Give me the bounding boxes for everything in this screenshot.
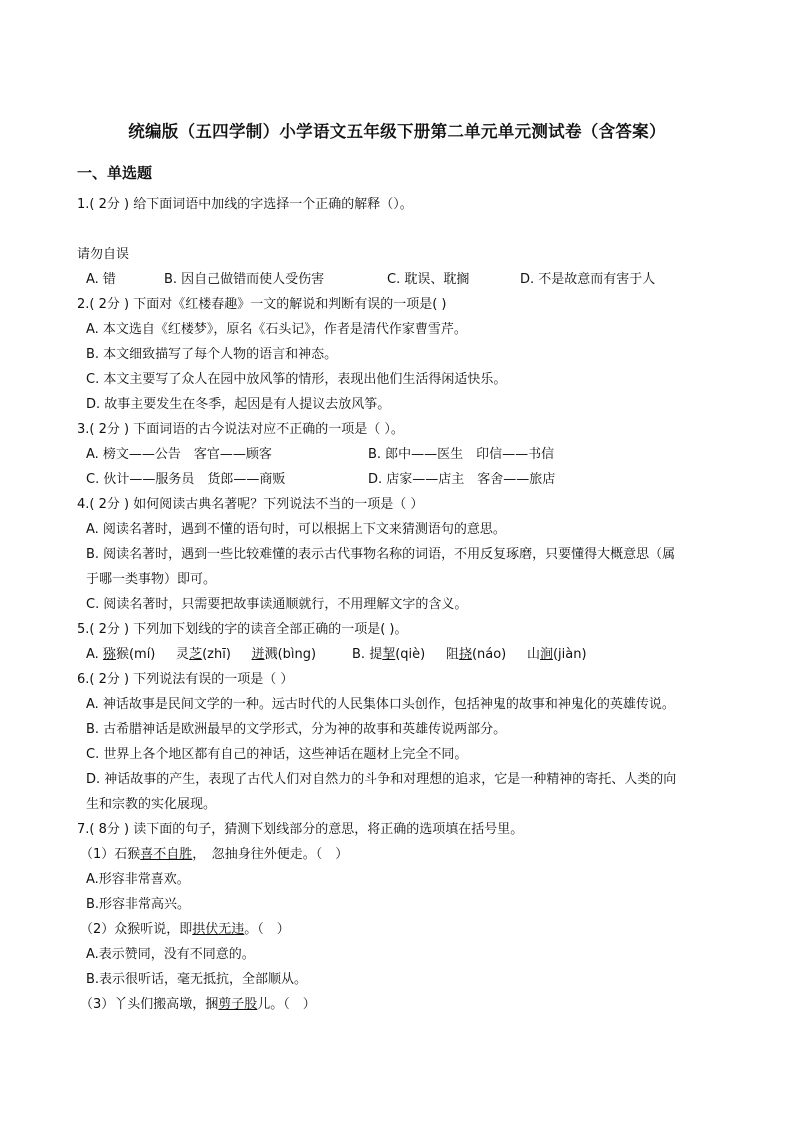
option-word: 迸溅(bìng) <box>251 647 317 662</box>
question-2-option-c: C. 本文主要写了众人在园中放风筝的情形，表现出他们生活得闲适快乐。 <box>86 372 507 387</box>
question-2-option-b: B. 本文细致描写了每个人物的语言和神态。 <box>86 347 338 362</box>
question-4-option-c: C. 阅读名著时，只需要把故事读通顺就行，不用理解文字的含义。 <box>86 597 468 612</box>
option-word: 灵芝(zhī) <box>176 647 231 662</box>
option-label: B. <box>352 647 366 662</box>
question-6-option-b: B. 古希腊神话是欧洲最早的文学形式，分为神的故事和英雄传说两部分。 <box>86 722 507 737</box>
question-3-option-d: D. 店家——店主 客舍——旅店 <box>368 472 556 487</box>
question-7-1-option-b: B.形容非常高兴。 <box>86 897 191 912</box>
question-3-option-a: A. 榜文——公告 客官——顾客 <box>86 447 272 462</box>
question-4-option-a: A. 阅读名著时，遇到不懂的语句时，可以根据上下文来猜测语句的意思。 <box>86 522 506 537</box>
question-2-option-a: A. 本文选自《红楼梦》，原名《石头记》，作者是清代作家曹雪芹。 <box>86 322 467 337</box>
question-6-option-d-cont: 生和宗教的实化展现。 <box>86 797 217 812</box>
question-1-option-b: B. 因自己做错而使人受伤害 <box>164 272 325 287</box>
question-6-option-d: D. 神话故事的产生，表现了古代人们对自然力的斗争和对理想的追求，它是一种精神的寄托、人类的向 <box>86 772 677 787</box>
option-word: 山涧(jiàn) <box>526 647 587 662</box>
option-word: 阻挠(náo) <box>445 647 507 662</box>
question-7-sentence-3: （3）丫头们搬高墩，捆剪子股儿。（ ） <box>80 997 316 1012</box>
question-1-option-d: D. 不是故意而有害于人 <box>520 272 656 287</box>
question-1-stem: 1.( 2分 ) 给下面词语中加线的字选择一个正确的解释（）。 <box>77 197 413 212</box>
question-3-option-b: B. 郎中——医生 印信——书信 <box>368 447 555 462</box>
question-7-1-option-a: A.形容非常喜欢。 <box>86 872 190 887</box>
question-5-option-b <box>352 646 587 664</box>
option-word: 提挈(qiè) <box>369 647 426 662</box>
question-4-option-b: B. 阅读名著时，遇到一些比较难懂的表示古代事物名称的词语，不用反复琢磨，只要懂得大概意思（属 <box>86 547 676 562</box>
question-2-stem: 2.( 2分 ) 下面对《红楼春趣》一文的解说和判断有误的一项是( ) <box>77 297 447 312</box>
question-4-option-b-cont: 于哪一类事物）即可。 <box>86 572 217 587</box>
question-5-option-a <box>86 646 316 664</box>
question-1-option-c: C. 耽误、耽搁 <box>387 272 470 287</box>
question-5-stem: 5.( 2分 ) 下列加下划线的字的读音全部正确的一项是( )。 <box>77 622 408 637</box>
question-3-stem: 3.( 2分 ) 下面词语的古今说法对应不正确的一项是（ ）。 <box>77 422 404 437</box>
question-2-option-d: D. 故事主要发生在冬季，起因是有人提议去放风筝。 <box>86 397 391 412</box>
section-heading: 一、单选题 <box>77 164 153 182</box>
question-6-option-a: A. 神话故事是民间文学的一种。远古时代的人民集体口头创作，包括神鬼的故事和神鬼化的英雄传说。 <box>86 697 675 712</box>
question-1-option-a: A. 错 <box>86 272 116 287</box>
question-7-sentence-2: （2）众猴听说，即拱伏无违。（ ） <box>80 922 290 937</box>
question-7-sentence-1: （1）石猴喜不自胜， 忽抽身往外便走。（ ） <box>80 847 349 862</box>
question-4-stem: 4.( 2分 ) 如何阅读古典名著呢？下列说法不当的一项是（ ） <box>77 497 424 512</box>
question-6-stem: 6.( 2分 ) 下列说法有误的一项是（ ） <box>77 672 294 687</box>
question-7-stem: 7.( 8分 ) 读下面的句子，猜测下划线部分的意思，将正确的选项填在括号里。 <box>77 822 524 837</box>
question-7-2-option-b: B.表示很听话，毫无抵抗，全部顺从。 <box>86 972 308 987</box>
option-word: 猕猴(mí) <box>102 647 156 662</box>
option-label: A. <box>86 647 99 662</box>
question-3-option-c: C. 伙计——服务员 货郎——商贩 <box>86 472 286 487</box>
question-7-2-option-a: A.表示赞同，没有不同意的。 <box>86 947 255 962</box>
question-6-option-c: C. 世界上各个地区都有自己的神话，这些神话在题材上完全不同。 <box>86 747 468 762</box>
question-1-word: 请勿自误 <box>77 247 130 262</box>
document-title: 统编版（五四学制）小学语文五年级下册第二单元单元测试卷（含答案） <box>128 122 666 141</box>
